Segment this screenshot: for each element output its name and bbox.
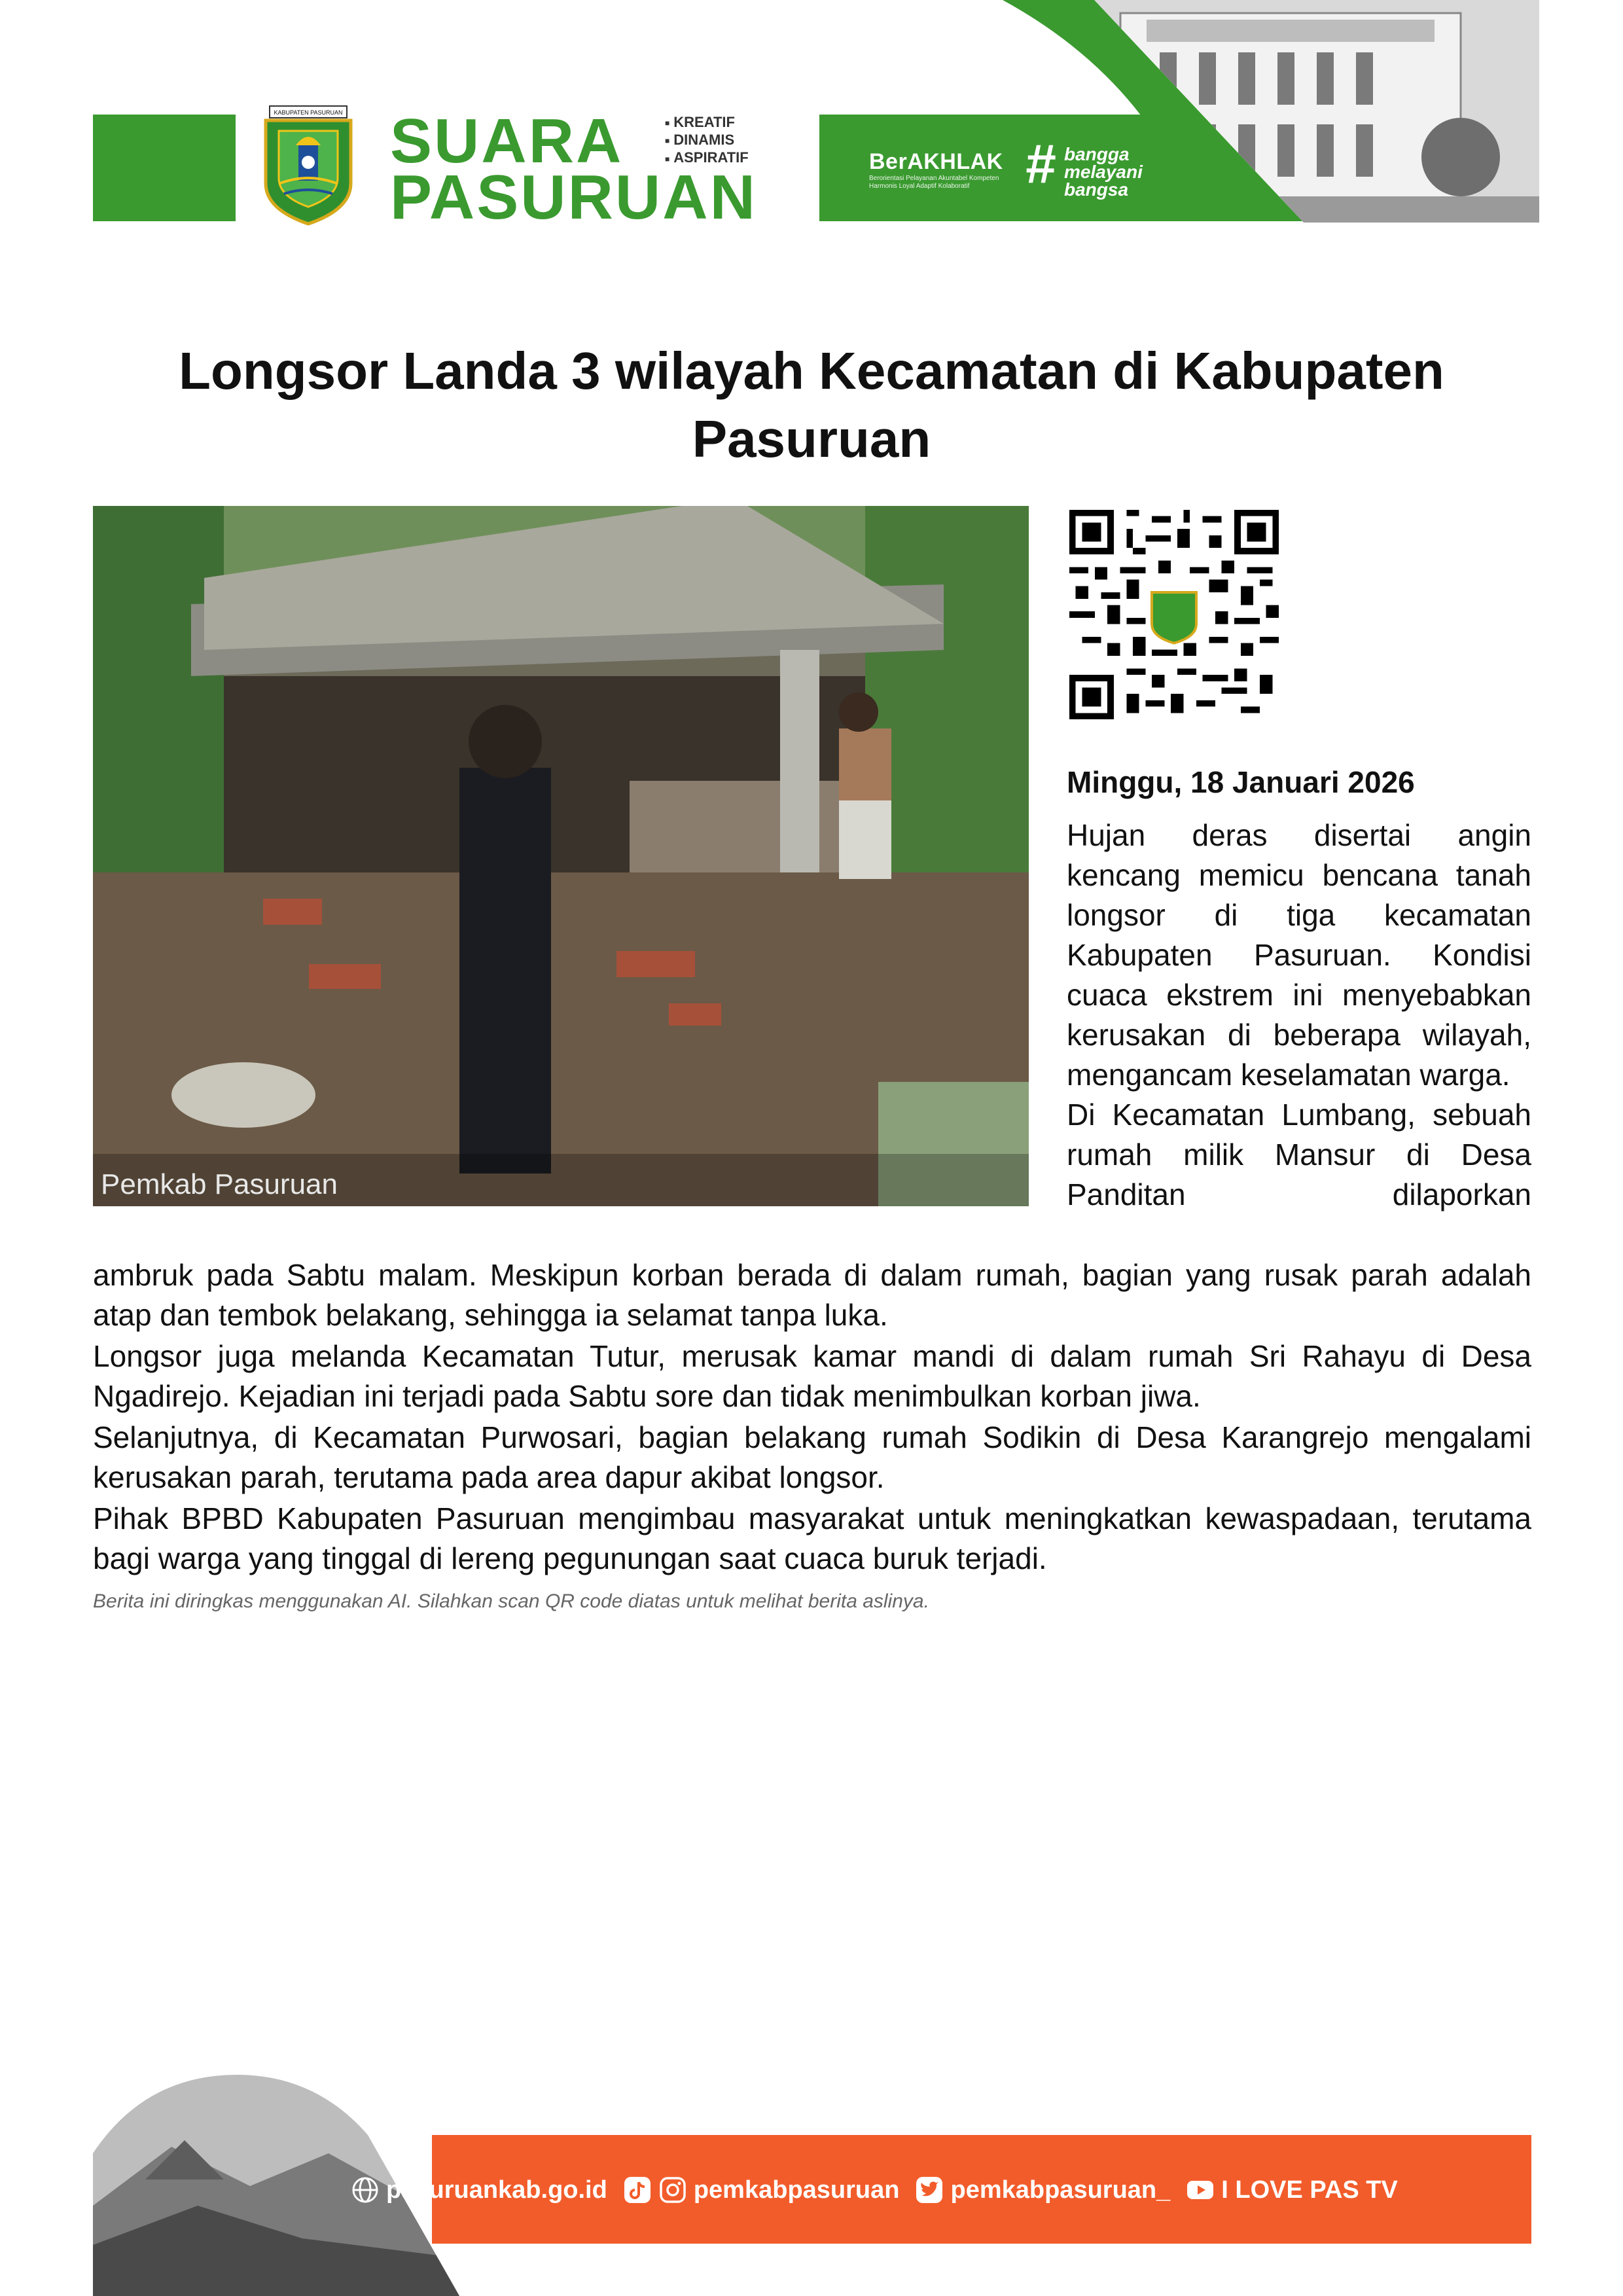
social-link-twitter[interactable] (915, 2176, 1170, 2204)
globe-icon (351, 2176, 380, 2204)
brand-tagline (665, 114, 749, 168)
svg-text:KABUPATEN PASURUAN: KABUPATEN PASURUAN (274, 109, 343, 116)
social-link-tiktok-instagram[interactable] (623, 2176, 900, 2204)
website-text: pasuruankab.go.id (386, 2176, 607, 2204)
berakhlak-text: BerAKHLAK (869, 149, 1003, 174)
tiktok-icon (623, 2176, 652, 2204)
berakhlak-logo (869, 149, 1013, 190)
brand-line-1: SUARA (390, 106, 624, 176)
qr-code[interactable] (1069, 509, 1279, 720)
header-green-bar (93, 115, 236, 221)
article-paragraph: Hujan deras disertai angin kencang memicu bencana tanah longsor di tiga kecamatan Kabupaten Pasuruan. Kondisi cuaca ekstrem ini menyebabkan kerusakan di beberapa wilayah, mengancam keselamatan warga. (1067, 818, 1531, 1092)
twitter-icon (915, 2176, 944, 2204)
hash-word: bangsa (1064, 179, 1129, 200)
article-paragraph: Longsor juga melanda Kecamatan Tutur, merusak kamar mandi di dalam rumah Sri Rahayu di Desa Ngadirejo. Kejadian ini terjadi pada Sabtu sore dan tidak menimbulkan korban jiwa. (93, 1339, 1531, 1413)
youtube-icon (1186, 2176, 1215, 2204)
social1-text: pemkabpasuruan (693, 2176, 900, 2204)
article-title: Longsor Landa 3 wilayah Kecamatan di Kabupaten Pasuruan (179, 342, 1444, 468)
article-paragraph: ambruk pada Sabtu malam. Meskipun korban berada di dalam rumah, bagian yang rusak parah adalah atap dan tembok belakang, sehingga ia selamat tanpa luka. (93, 1258, 1531, 1332)
tagline-item: ■ KREATIF (665, 114, 749, 132)
article-paragraph: Pihak BPBD Kabupaten Pasuruan mengimbau masyarakat untuk meningkatkan kewaspadaan, terutama bagi warga yang tinggal di lereng pegunungan saat cuaca buruk terjadi. (93, 1501, 1531, 1575)
article-photo (93, 506, 1029, 1206)
ai-summary-note: Berita ini diringkas menggunakan AI. Silahkan scan QR code diatas untuk melihat berita aslinya. (93, 1590, 929, 1612)
website-link[interactable] (351, 2176, 607, 2204)
brand-line-2: PASURUAN (390, 162, 757, 232)
tagline-item: ■ ASPIRATIF (665, 149, 749, 167)
youtube-link[interactable] (1186, 2176, 1398, 2204)
youtube-text: I LOVE PAS TV (1221, 2176, 1398, 2204)
photo-caption: Pemkab Pasuruan (101, 1168, 338, 1200)
bangga-melayani-bangsa-logo (1064, 145, 1143, 198)
footer-links (351, 2170, 1414, 2210)
kabupaten-pasuruan-emblem (260, 105, 356, 226)
article-paragraph: Selanjutnya, di Kecamatan Purwosari, bagian belakang rumah Sodikin di Desa Karangrejo mengalami kerusakan parah, terutama pada area dapur akibat longsor. (93, 1420, 1531, 1494)
hash-word: melayani (1064, 162, 1143, 182)
hash-word: bangga (1064, 144, 1130, 164)
article-date: Minggu, 18 Januari 2026 (1067, 765, 1415, 799)
hashtag-icon: # (1025, 133, 1056, 194)
tagline-item: ■ DINAMIS (665, 132, 749, 149)
article-body-full (93, 1255, 1531, 1580)
article-body-column (1067, 816, 1531, 1215)
social2-text: pemkabpasuruan_ (950, 2176, 1171, 2204)
article-paragraph: Di Kecamatan Lumbang, sebuah rumah milik Mansur di Desa Panditan dilaporkan (1067, 1098, 1531, 1211)
berakhlak-subtext: Berorientasi Pelayanan Akuntabel Kompeten Harmonis Loyal Adaptif Kolaboratif (869, 175, 999, 190)
instagram-icon (658, 2176, 687, 2204)
suara-pasuruan-logo (390, 106, 796, 232)
